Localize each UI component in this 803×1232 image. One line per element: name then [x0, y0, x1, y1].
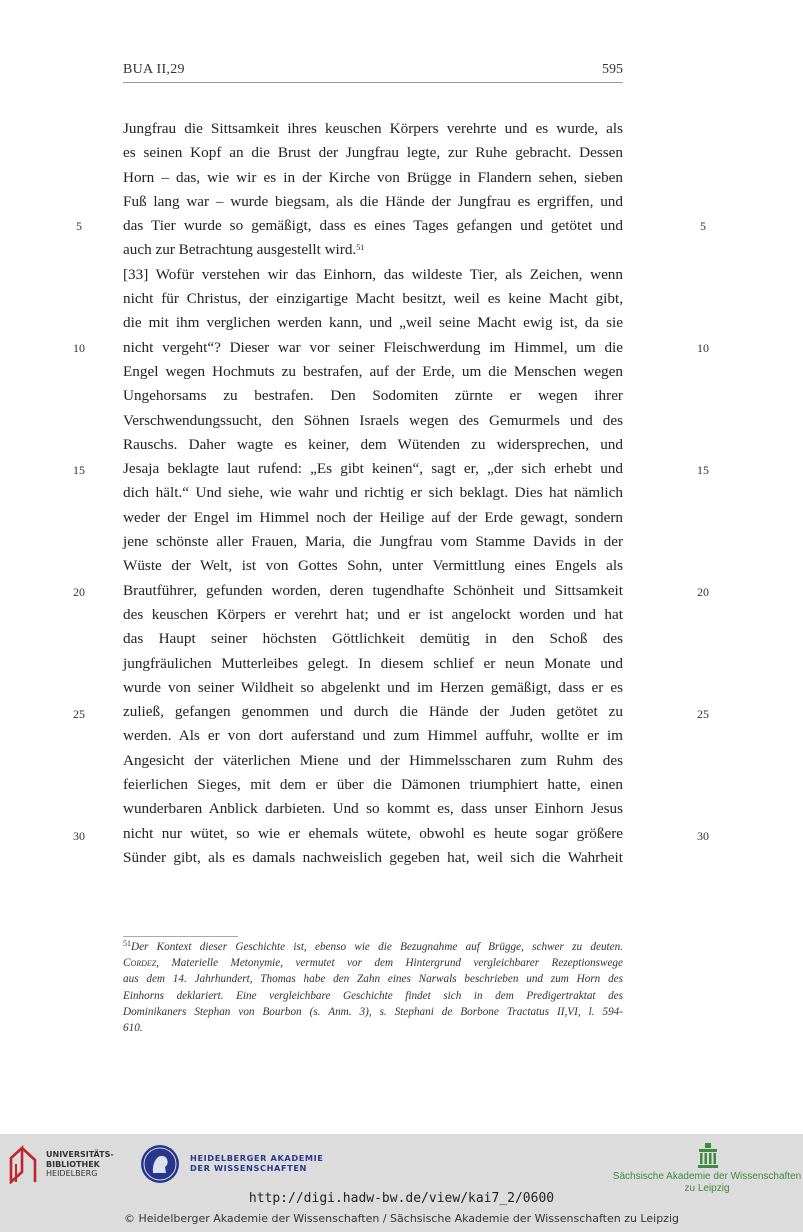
text-line: zuließ, gefangen genommen und durch die Hände der Juden getötet zu	[123, 703, 623, 721]
text-line: Jesaja beklagte laut rufend: „Es gibt keinen“, sagt er, „der sich erhebt und	[123, 460, 623, 478]
line-number-left: 25	[73, 707, 85, 721]
text-line: Wüste der Welt, ist von Gottes Sohn, unter Vermittlung eines Engels als	[123, 557, 623, 575]
line-number-right: 20	[697, 585, 709, 599]
text-line: das Haupt seiner höchsten Göttlichkeit demütig in den Schoß des	[123, 630, 623, 648]
text-line: das Tier wurde so gemäßigt, dass es eines Tages gefangen und getötet und	[123, 217, 623, 235]
hadw-line: HEIDELBERGER AKADEMIE	[190, 1153, 324, 1163]
footnote	[123, 939, 623, 1036]
footnote-line: 610.	[123, 1021, 143, 1034]
heidelberg-academy-name	[190, 1153, 324, 1173]
footnote-reference[interactable]: 51	[356, 243, 365, 253]
saxon-academy-building-icon[interactable]	[697, 1142, 719, 1168]
page-number: 595	[602, 62, 623, 77]
university-library-name	[46, 1150, 114, 1179]
line-number-left: 30	[73, 829, 85, 843]
text-line: nicht für Christus, der einzigartige Macht besitzt, weil es keine Macht gibt,	[123, 290, 623, 308]
text-line: Ungehorsams zu bestrafen. Den Sodomiten zürnte er wegen ihrer	[123, 387, 623, 405]
text-line: Rauschs. Daher wagte es keiner, dem Wütenden zu widersprechen, und	[123, 435, 623, 453]
footnote-line	[123, 955, 623, 971]
text-line: werden. Als er von dort auferstand und zum Himmel auffuhr, wollte er im	[123, 727, 623, 745]
footnote-divider	[123, 936, 238, 937]
footnote-author: Cordez	[123, 957, 157, 970]
text-line: jungfräulichen Mutterleibes gelegt. In diesem schlief er neun Monate und	[123, 654, 623, 672]
running-title: BUA II,29	[123, 62, 185, 77]
text-line: Horn – das, wie wir es in der Kirche von Brügge in Flandern sehen, sieben	[123, 168, 623, 186]
text-line: Fuß lang war – wurde biegsam, als die Hände der Jungfrau es ergriffen, und	[123, 192, 623, 210]
line-number-left: 5	[76, 219, 82, 233]
line-number-left: 10	[73, 341, 85, 355]
line-number-left: 15	[73, 463, 85, 477]
text-line: die mit ihm verglichen werden kann, und „weil seine Macht ewig ist, da sie	[123, 314, 623, 332]
text-line-content: auch zur Betrachtung ausgestellt wird.	[123, 241, 357, 259]
saxon-line: zu Leipzig	[684, 1183, 730, 1194]
line-number-right: 5	[700, 219, 706, 233]
text-line: [33] Wofür verstehen wir das Einhorn, das wildeste Tier, als Zeichen, wenn	[123, 265, 623, 283]
saxon-line: Sächsische Akademie der Wissenschaften	[612, 1171, 802, 1182]
text-line: weder der Engel im Himmel noch der Heilige auf der Erde gewagt, sondern	[123, 508, 623, 526]
academy-seal-icon[interactable]	[140, 1143, 180, 1185]
line-number-right: 15	[697, 463, 709, 477]
text-line: jene schönste aller Frauen, Maria, die Jungfrau vom Stamme Davids in der	[123, 533, 623, 551]
footnote-text: Der Kontext dieser Geschichte ist, ebenso wie die Bezugnahme auf Brügge, schwer zu deuten.	[131, 941, 623, 953]
footnote-marker: 51	[123, 939, 131, 948]
text-line: Engel wegen Hochmuts zu bestrafen, auf der Erde, um die Menschen wegen	[123, 362, 623, 380]
line-number-right: 25	[697, 707, 709, 721]
text-line: wurde von seiner Wildheit so abgelenkt und im Herzen gemäßigt, dass er es	[123, 678, 623, 696]
text-line: nicht nur wütet, so wie er ehemals wütete, obwohl es heute sogar größere	[123, 824, 623, 842]
text-line: Brautführer, gefunden worden, deren tugendhafte Schönheit und Sittsamkeit	[123, 581, 623, 599]
text-line: nicht vergeht“? Dieser war vor seiner Fleischwerdung im Himmel, um die	[123, 338, 623, 356]
footnote-text: , Materielle Metonymie, vermutet vor dem Hintergrund vergleichbarer Rezeptionswege	[156, 957, 623, 970]
text-line	[123, 238, 623, 262]
university-library-logo-icon[interactable]	[8, 1142, 42, 1184]
text-line: Jungfrau die Sittsamkeit ihres keuschen Körpers verehrte und es wurde, als	[123, 120, 623, 137]
text-line: feierlichen Sieges, mit dem er über die Dämonen triumphiert hatte, einen	[123, 776, 623, 794]
page-url-link[interactable]: http://digi.hadw-bw.de/view/kai7_2/0600	[248, 1191, 555, 1206]
line-number-left: 20	[73, 585, 85, 599]
main-text	[123, 117, 623, 870]
line-number-right: 10	[697, 341, 709, 355]
footnote-line: aus dem 14. Jahrhundert, Thomas habe den Zahn eines Narwals beschrieben und zum Horn des	[123, 973, 623, 986]
text-line: des keuschen Körpers er verehrt hat; und er ist angelockt worden und hat	[123, 605, 623, 623]
ub-line: UNIVERSITÄTS-	[46, 1150, 114, 1159]
text-line: Verschwendungssucht, den Söhnen Israels wegen des Gemurmels und des	[123, 411, 623, 429]
footnote-line: Dominikaners Stephan von Bourbon (s. Anm. 3), s. Stephani de Borbone Tractatus II,VI, l. 594-	[123, 1005, 623, 1018]
running-header	[123, 60, 623, 83]
text-line: Angesicht der väterlichen Miene und der Himmelsscharen zum Ruhm des	[123, 751, 623, 769]
footnote-line	[123, 939, 623, 955]
ub-line: BIBLIOTHEK	[46, 1159, 100, 1169]
line-number-right: 30	[697, 829, 709, 843]
text-line: wunderbaren Anblick darbieten. Und so kommt es, dass unser Einhorn Jesus	[123, 800, 623, 818]
text-line: Sünder gibt, als es damals nachweislich gegeben hat, weil sich die Wahrheit	[123, 848, 623, 866]
footer-bar	[0, 1134, 803, 1232]
footnote-line: Einhorns deklariert. Eine vergleichbare Geschichte findet sich in dem Predigertraktat des	[123, 989, 623, 1002]
ub-line: HEIDELBERG	[46, 1169, 98, 1178]
text-line: es seinen Kopf an die Brust der Jungfrau legte, zur Ruhe gebracht. Dessen	[123, 144, 623, 162]
copyright-notice: © Heidelberger Akademie der Wissenschaften / Sächsische Akademie der Wissenschaften zu Leipzig	[123, 1212, 679, 1225]
text-line: dich hält.“ Und siehe, wie wahr und richtig er sich beklagt. Dies hat nämlich	[123, 484, 623, 502]
hadw-line: DER WISSENSCHAFTEN	[190, 1163, 308, 1173]
